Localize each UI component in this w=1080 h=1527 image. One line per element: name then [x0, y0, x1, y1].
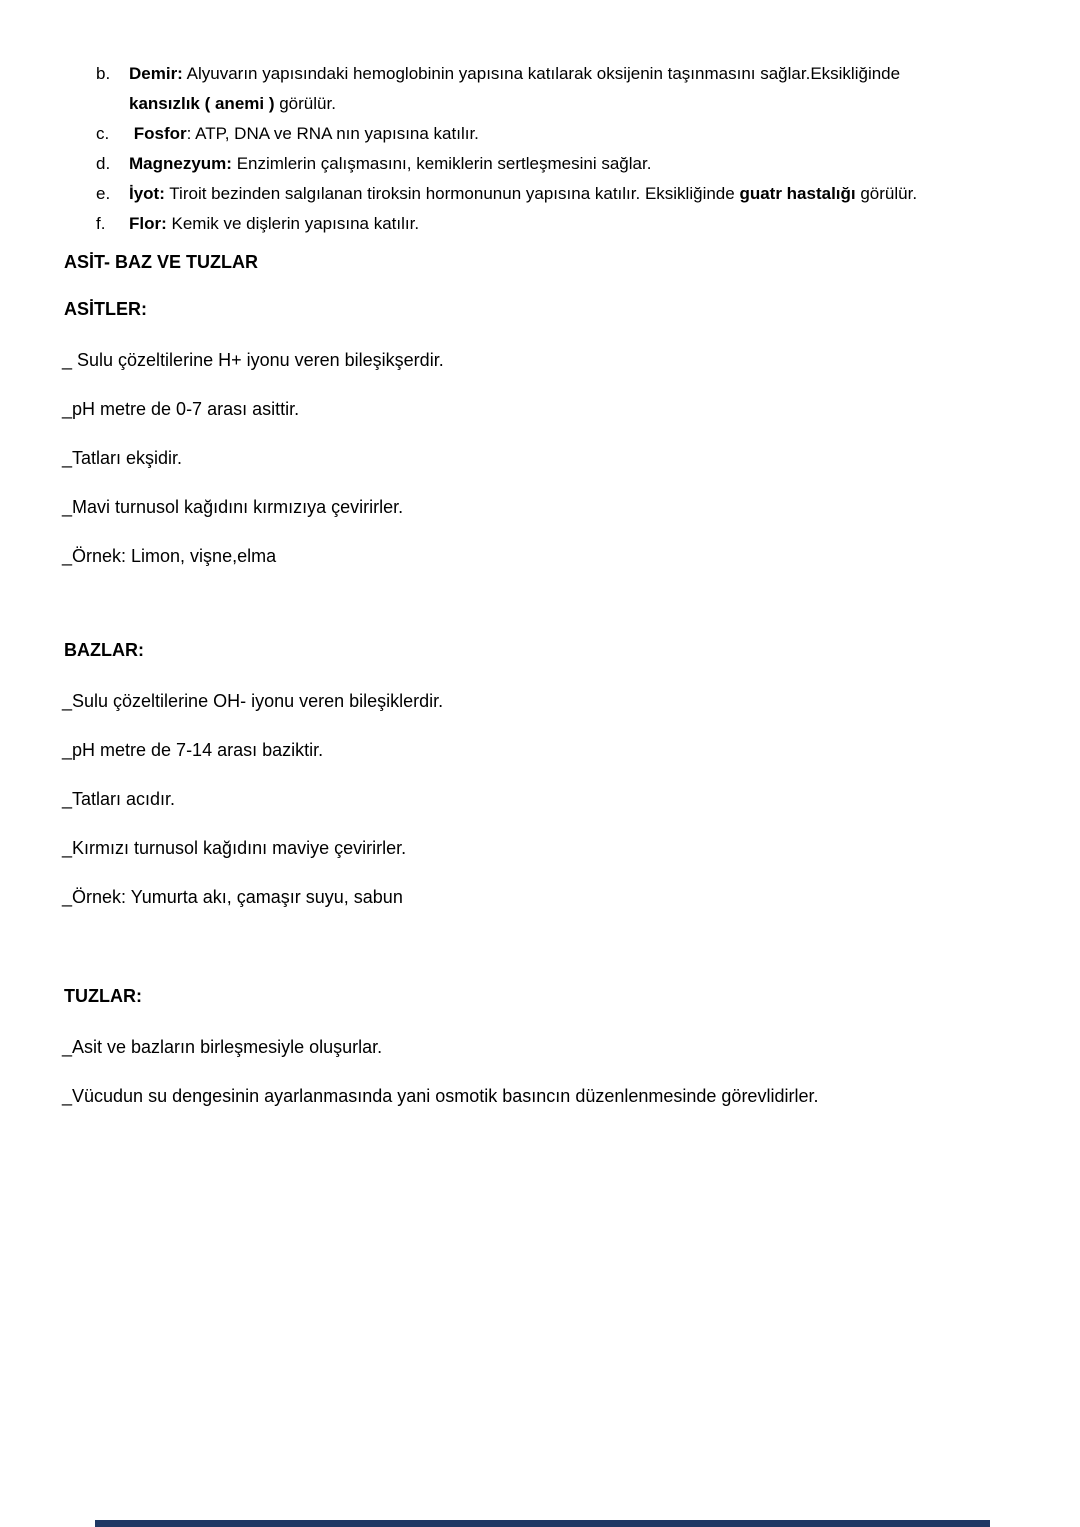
body-line: _Sulu çözeltilerine OH- iyonu veren bileşiklerdir. — [62, 691, 444, 711]
next-page-table-edge — [95, 1520, 990, 1527]
list-item-marker: b. — [96, 64, 111, 83]
list-item-text — [129, 119, 1050, 149]
body-line: _Örnek: Limon, vişne,elma — [62, 546, 277, 566]
section-heading-bazlar: BAZLAR: — [64, 640, 144, 660]
body-line: _pH metre de 7-14 arası baziktir. — [62, 740, 324, 760]
list-item-line: Flor: Kemik ve dişlerin yapısına katılır. — [129, 214, 420, 233]
minerals-list — [96, 0, 1050, 239]
section-heading-tuzlar: TUZLAR: — [64, 986, 142, 1006]
section-heading-asitler: ASİTLER: — [64, 299, 147, 319]
section-tuzlar — [0, 985, 1080, 1107]
list-item-line: Fosfor: ATP, DNA ve RNA nın yapısına katılır. — [129, 124, 479, 143]
body-line: _Mavi turnusol kağıdını kırmızıya çevirirler. — [62, 497, 404, 517]
list-item — [96, 149, 1050, 179]
list-item-text — [129, 179, 1050, 209]
list-item — [96, 119, 1050, 149]
list-item-line: kansızlık ( anemi ) görülür. — [129, 94, 336, 113]
list-item-text — [129, 89, 1050, 119]
list-item — [96, 59, 1050, 89]
list-item — [96, 179, 1050, 209]
body-line: _Tatları ekşidir. — [62, 448, 183, 468]
list-item-continuation — [96, 89, 1050, 119]
list-item-text — [129, 59, 1050, 89]
body-line: _Tatları acıdır. — [62, 789, 176, 809]
body-line: _pH metre de 0-7 arası asittir. — [62, 399, 300, 419]
list-item-line: Magnezyum: Enzimlerin çalışmasını, kemiklerin sertleşmesini sağlar. — [129, 154, 652, 173]
page-title: ASİT- BAZ VE TUZLAR — [64, 252, 258, 272]
body-line: _Kırmızı turnusol kağıdını maviye çevirirler. — [62, 838, 407, 858]
section-bazlar — [0, 639, 1080, 908]
list-item-marker: e. — [96, 184, 111, 203]
list-item-text — [129, 149, 1050, 179]
list-item-marker: f. — [96, 214, 106, 233]
list-item-marker: c. — [96, 124, 110, 143]
body-line: _Örnek: Yumurta akı, çamaşır suyu, sabun — [62, 887, 403, 907]
body-line: _Vücudun su dengesinin ayarlanmasında yani osmotik basıncın düzenlenmesinde görevlidirler. — [62, 1086, 819, 1106]
body-line: _ Sulu çözeltilerine H+ iyonu veren bileşikşerdir. — [62, 350, 444, 370]
list-item-line: İyot: Tiroit bezinden salgılanan tiroksin hormonunun yapısına katılır. Eksikliğinde guatr hastalığı görülür. — [129, 184, 918, 203]
list-item — [96, 209, 1050, 239]
list-item-marker-empty — [96, 89, 129, 119]
list-item-text — [129, 209, 1050, 239]
list-item-marker: d. — [96, 154, 111, 173]
body-line: _Asit ve bazların birleşmesiyle oluşurlar. — [62, 1037, 383, 1057]
list-item-line: Demir: Alyuvarın yapısındaki hemoglobinin yapısına katılarak oksijenin taşınmasını sağlar.Eksikliğinde — [129, 64, 901, 83]
section-asitler — [0, 298, 1080, 567]
